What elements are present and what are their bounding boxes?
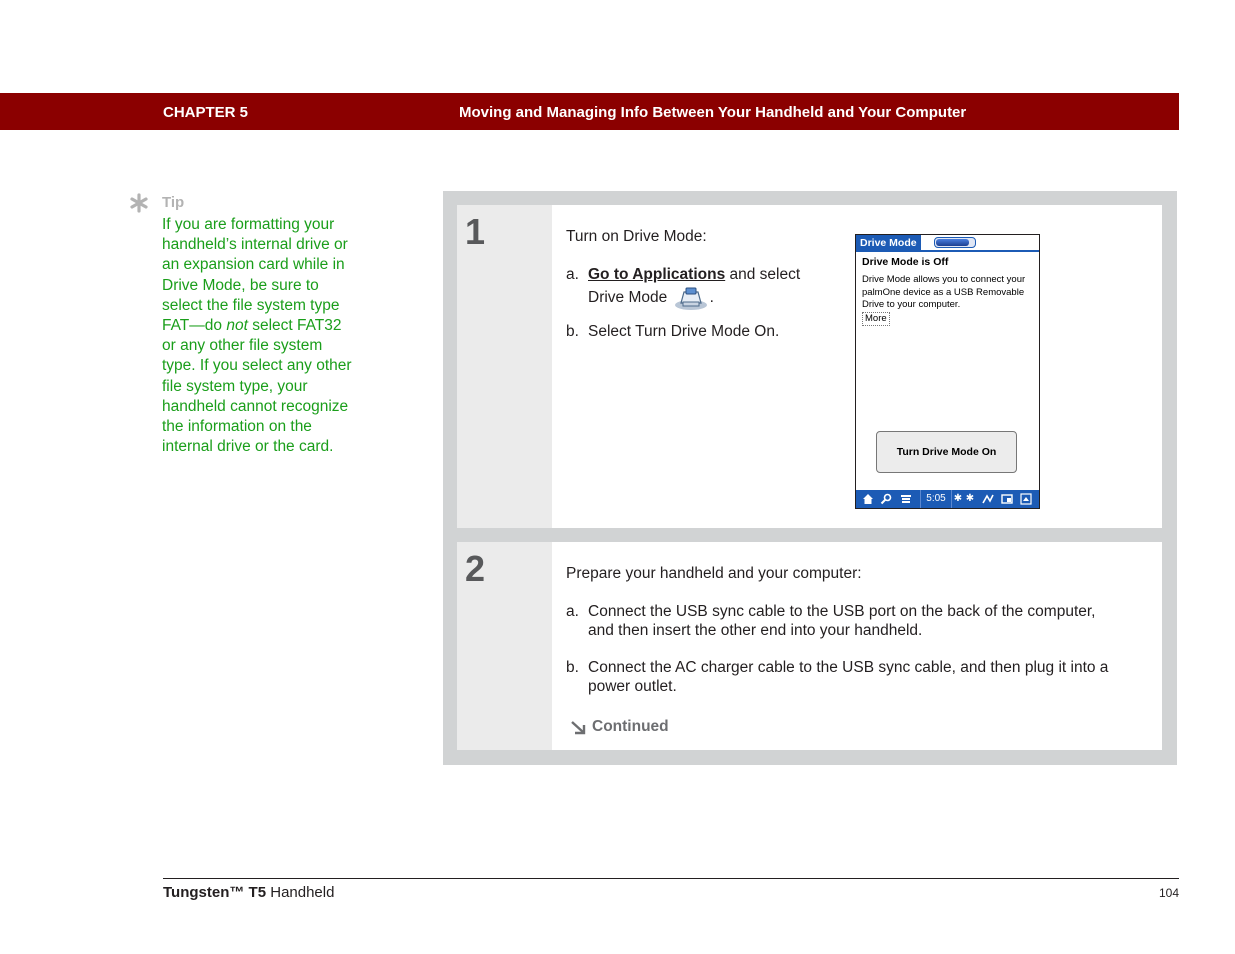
- list-marker: a.: [566, 266, 579, 283]
- list-item: [566, 658, 1156, 698]
- display-icon[interactable]: [1001, 493, 1013, 505]
- chapter-header-bar: [0, 93, 1179, 130]
- step-number: 1: [465, 211, 486, 252]
- list-item-text: Select Turn Drive Mode On.: [588, 323, 780, 340]
- tip-text-part-1: If you are formatting your handheld’s internal drive or an expansion card while in Drive Mode, be sure to select the file system type FAT—do: [162, 216, 348, 335]
- device-status-bar: [856, 490, 1039, 508]
- step-1: [457, 205, 1162, 528]
- bluetooth-icon[interactable]: ✱: [953, 493, 963, 504]
- chapter-label: CHAPTER 5: [163, 104, 249, 121]
- step-2: [457, 542, 1162, 750]
- tip-text-part-2: select FAT32 or any other file system type. If you select any other file system type, your handheld cannot recognize the information on the internal drive or the card.: [162, 317, 352, 456]
- bluetooth-icon[interactable]: ✱: [965, 493, 975, 504]
- drive-mode-icon: [672, 284, 710, 312]
- go-to-applications-link[interactable]: Go to Applications: [588, 266, 726, 283]
- signal-icon[interactable]: [982, 493, 994, 505]
- continued-label: Continued: [592, 718, 669, 735]
- step-intro: Prepare your handheld and your computer:: [566, 565, 862, 582]
- device-heading: Drive Mode is Off: [862, 256, 949, 268]
- page-number: 104: [1158, 886, 1179, 900]
- drive-mode-label: Drive Mode: [588, 289, 668, 307]
- tip-title: Tip: [162, 194, 185, 211]
- device-body-text: Drive Mode allows you to connect your palmOne device as a USB Removable Drive to your computer.: [862, 274, 1026, 310]
- tip-text: [162, 215, 357, 457]
- list-item: [566, 322, 826, 342]
- device-title: Drive Mode: [856, 235, 921, 251]
- list-item-text-line2: and then insert the other end into your handheld.: [588, 622, 923, 639]
- list-item-text: Connect the AC charger cable to the USB sync cable, and then plug it into a: [588, 659, 1109, 676]
- list-item-text-rest: and select: [725, 266, 801, 283]
- footer-product-rest: Handheld: [266, 884, 335, 901]
- period: .: [709, 289, 714, 307]
- title-underline: [856, 250, 1039, 252]
- step-number-column: [457, 205, 552, 528]
- footer-product-bold: Tungsten™ T5: [163, 884, 267, 901]
- menu-icon[interactable]: [900, 493, 912, 505]
- more-button[interactable]: More: [862, 312, 890, 326]
- step-number-column: [457, 542, 552, 750]
- tip-text-emphasis: not: [226, 317, 248, 335]
- list-item-text-line2: power outlet.: [588, 678, 677, 695]
- find-icon[interactable]: [880, 493, 892, 505]
- status-time: 5:05: [920, 490, 952, 508]
- device-screenshot: [855, 234, 1040, 509]
- list-item: [566, 602, 1156, 642]
- steps-panel: [443, 191, 1177, 765]
- footer-divider: [163, 878, 1179, 879]
- device-title-bar: [856, 235, 1039, 251]
- turn-drive-mode-on-button[interactable]: Turn Drive Mode On: [876, 431, 1017, 473]
- step-intro: Turn on Drive Mode:: [566, 228, 707, 245]
- list-marker: b.: [566, 323, 579, 340]
- footer-product-name: [163, 884, 334, 901]
- continued-arrow-icon: [569, 720, 587, 736]
- list-marker: a.: [566, 603, 579, 620]
- list-item-text: Connect the USB sync cable to the USB port on the back of the computer,: [588, 603, 1096, 620]
- chapter-title: Moving and Managing Info Between Your Handheld and Your Computer: [459, 104, 967, 121]
- list-item: [566, 265, 826, 305]
- step-number: 2: [465, 548, 486, 589]
- wifi-icon[interactable]: [1020, 493, 1032, 505]
- battery-icon: [934, 237, 976, 248]
- home-icon[interactable]: [862, 493, 874, 505]
- list-marker: b.: [566, 659, 579, 676]
- list-item-text-line2: [588, 284, 714, 312]
- asterisk-icon: [129, 193, 149, 213]
- list-item-text: [588, 265, 800, 284]
